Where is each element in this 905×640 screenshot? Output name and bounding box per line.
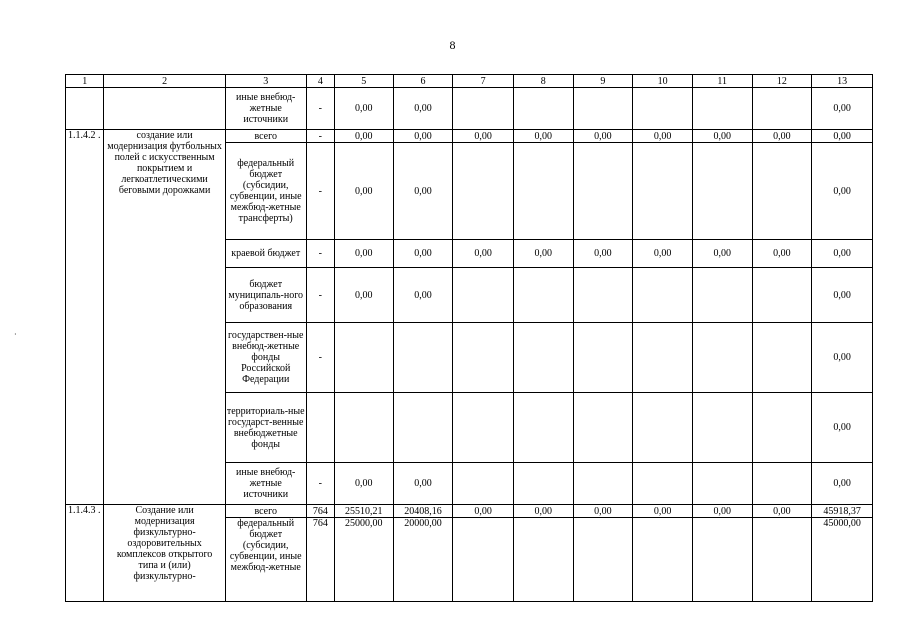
value-cell — [633, 518, 693, 602]
table-row — [66, 505, 873, 518]
header-row — [66, 75, 873, 88]
value-cell: 0,00 — [513, 505, 573, 518]
value-cell — [393, 393, 453, 463]
value-cell: 0,00 — [453, 130, 514, 143]
value-cell: - — [306, 268, 334, 323]
value-cell — [453, 393, 514, 463]
source-cell: территориаль-ные государст-венные внебюджетные фонды — [225, 393, 306, 463]
value-cell — [334, 393, 393, 463]
value-cell: 45918,37 — [812, 505, 873, 518]
value-cell: - — [306, 240, 334, 268]
header-cell: 4 — [306, 75, 334, 88]
value-cell: 0,00 — [812, 240, 873, 268]
value-cell — [453, 143, 514, 240]
header-cell: 9 — [573, 75, 633, 88]
item-name: Создание или модернизация физкультурно-оздоровительных комплексов открытого типа и (или) физкультурно- — [104, 505, 225, 602]
value-cell — [752, 393, 812, 463]
value-cell: - — [306, 143, 334, 240]
header-cell: 12 — [752, 75, 812, 88]
value-cell — [692, 323, 752, 393]
value-cell — [453, 463, 514, 505]
header-cell: 6 — [393, 75, 453, 88]
source-cell: иные внебюд-жетные источники — [225, 88, 306, 130]
value-cell — [752, 268, 812, 323]
value-cell: 0,00 — [752, 130, 812, 143]
value-cell: 0,00 — [393, 143, 453, 240]
value-cell: 0,00 — [633, 240, 693, 268]
value-cell: 0,00 — [453, 240, 514, 268]
value-cell: 0,00 — [633, 505, 693, 518]
value-cell: 0,00 — [513, 130, 573, 143]
value-cell: - — [306, 323, 334, 393]
value-cell: 0,00 — [453, 505, 514, 518]
value-cell — [573, 463, 633, 505]
value-cell: 0,00 — [692, 130, 752, 143]
value-cell: 764 — [306, 505, 334, 518]
value-cell — [752, 518, 812, 602]
value-cell — [692, 518, 752, 602]
value-cell: 0,00 — [812, 88, 873, 130]
value-cell — [752, 463, 812, 505]
value-cell: 0,00 — [393, 130, 453, 143]
value-cell: 0,00 — [812, 268, 873, 323]
value-cell — [513, 88, 573, 130]
source-cell: федеральный бюджет (субсидии, субвенции, иные межбюд-жетные — [225, 518, 306, 602]
item-code: 1.1.4.3 . — [66, 505, 104, 602]
value-cell: 0,00 — [334, 88, 393, 130]
value-cell: 0,00 — [334, 463, 393, 505]
header-cell: 8 — [513, 75, 573, 88]
value-cell — [752, 143, 812, 240]
value-cell — [692, 463, 752, 505]
value-cell: - — [306, 88, 334, 130]
value-cell — [453, 88, 514, 130]
value-cell — [513, 268, 573, 323]
source-cell: всего — [225, 130, 306, 143]
value-cell — [513, 323, 573, 393]
value-cell: 0,00 — [393, 240, 453, 268]
value-cell — [692, 268, 752, 323]
value-cell: 0,00 — [633, 130, 693, 143]
value-cell: - — [306, 130, 334, 143]
value-cell — [573, 393, 633, 463]
value-cell — [334, 323, 393, 393]
value-cell — [306, 393, 334, 463]
value-cell — [513, 143, 573, 240]
value-cell: 45000,00 — [812, 518, 873, 602]
value-cell: - — [306, 463, 334, 505]
header-cell: 13 — [812, 75, 873, 88]
value-cell: 0,00 — [513, 240, 573, 268]
value-cell: 0,00 — [573, 240, 633, 268]
value-cell: 0,00 — [334, 143, 393, 240]
value-cell — [453, 268, 514, 323]
value-cell: 25000,00 — [334, 518, 393, 602]
value-cell — [633, 88, 693, 130]
value-cell — [573, 518, 633, 602]
value-cell — [692, 88, 752, 130]
value-cell: 0,00 — [752, 240, 812, 268]
value-cell: 0,00 — [692, 240, 752, 268]
value-cell — [633, 393, 693, 463]
header-cell: 10 — [633, 75, 693, 88]
value-cell — [513, 463, 573, 505]
value-cell: 0,00 — [692, 505, 752, 518]
source-cell: иные внебюд-жетные источники — [225, 463, 306, 505]
source-cell: бюджет муниципаль-ного образования — [225, 268, 306, 323]
value-cell — [573, 88, 633, 130]
table-row — [66, 88, 873, 130]
table-row — [66, 130, 873, 143]
value-cell — [573, 323, 633, 393]
value-cell: 0,00 — [334, 268, 393, 323]
header-cell: 7 — [453, 75, 514, 88]
value-cell — [633, 268, 693, 323]
header-cell: 11 — [692, 75, 752, 88]
value-cell — [633, 323, 693, 393]
value-cell: 0,00 — [812, 393, 873, 463]
header-cell: 3 — [225, 75, 306, 88]
value-cell — [692, 393, 752, 463]
value-cell: 0,00 — [573, 130, 633, 143]
value-cell — [573, 143, 633, 240]
value-cell: 0,00 — [812, 323, 873, 393]
value-cell — [752, 88, 812, 130]
value-cell: 0,00 — [812, 130, 873, 143]
value-cell: 0,00 — [393, 268, 453, 323]
value-cell — [692, 143, 752, 240]
value-cell: 20000,00 — [393, 518, 453, 602]
name-cell — [104, 88, 225, 130]
value-cell: 0,00 — [752, 505, 812, 518]
header-cell: 2 — [104, 75, 225, 88]
value-cell: 0,00 — [334, 130, 393, 143]
header-cell: 1 — [66, 75, 104, 88]
value-cell — [453, 518, 514, 602]
item-code: 1.1.4.2 . — [66, 130, 104, 505]
value-cell: 0,00 — [573, 505, 633, 518]
value-cell — [633, 143, 693, 240]
source-cell: федеральный бюджет (субсидии, субвенции, иные межбюд-жетные трансферты) — [225, 143, 306, 240]
value-cell — [513, 518, 573, 602]
value-cell: 20408,16 — [393, 505, 453, 518]
margin-mark: · — [14, 330, 17, 339]
code-cell — [66, 88, 104, 130]
page-number: 8 — [449, 38, 456, 52]
value-cell — [573, 268, 633, 323]
value-cell — [453, 323, 514, 393]
value-cell — [633, 463, 693, 505]
item-name: создание или модернизация футбольных полей с искусственным покрытием и легкоатлетическими беговыми дорожками — [104, 130, 225, 505]
value-cell: 0,00 — [334, 240, 393, 268]
budget-table — [65, 74, 873, 602]
source-cell: краевой бюджет — [225, 240, 306, 268]
value-cell: 0,00 — [812, 463, 873, 505]
value-cell — [393, 323, 453, 393]
value-cell: 0,00 — [393, 463, 453, 505]
value-cell: 0,00 — [812, 143, 873, 240]
source-cell: государствен-ные внебюд-жетные фонды Российской Федерации — [225, 323, 306, 393]
value-cell: 0,00 — [393, 88, 453, 130]
value-cell: 764 — [306, 518, 334, 602]
value-cell — [513, 393, 573, 463]
source-cell: всего — [225, 505, 306, 518]
value-cell: 25510,21 — [334, 505, 393, 518]
header-cell: 5 — [334, 75, 393, 88]
value-cell — [752, 323, 812, 393]
